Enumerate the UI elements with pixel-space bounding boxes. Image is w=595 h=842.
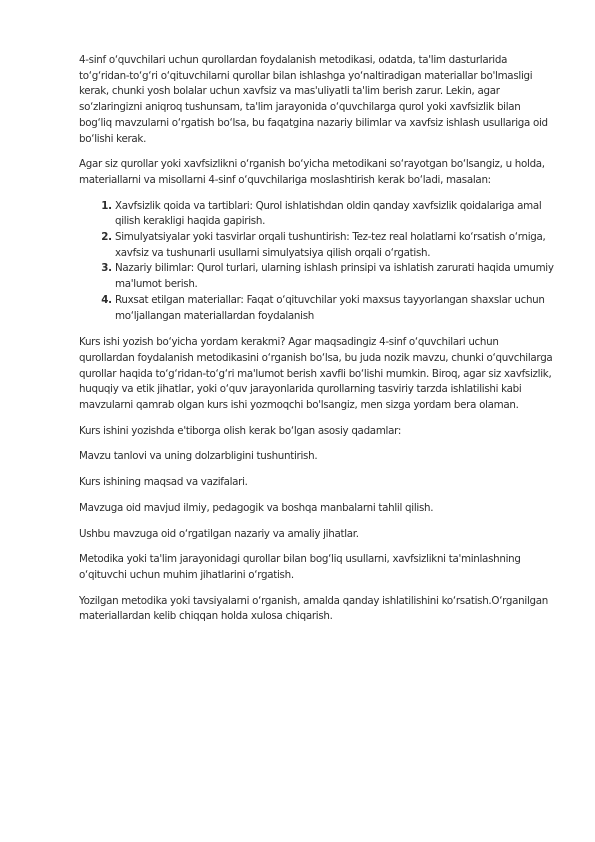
list-item: 1. Xavfsizlik qoida va tartiblari: Qurol ishlatishdan oldin qanday xavfsizlik qoidalariga amal qilish kerakligi haqida gapirish. <box>115 199 555 230</box>
list-item: 3. Nazariy bilimlar: Qurol turlari, ularning ishlash prinsipi va ishlatish zarurati haqida umumiy ma'lumot berish. <box>115 261 555 292</box>
document-body <box>79 53 555 635</box>
paragraph-intro: 4-sinf o‘quvchilari uchun qurollardan foydalanish metodikasi, odatda, ta'lim dasturlarida to‘g‘ridan-to‘g‘ri o‘qituvchilarni qurollar bilan ishlashga yo‘naltiradigan materiallar bo'lmasligi kerak, chunki yosh bolalar uchun xavfsiz va mas'uliyatli ta'lim berish zarur. Lekin, agar so‘zlaringizni aniqroq tushunsam, ta'lim jarayonida o‘quvchilarga qurol yoki xavfsizlik bilan bog‘liq mavzularni o‘rgatish bo‘lsa, bu faqatgina nazariy bilimlar va xavfsiz ishlash usullariga oid bo‘lishi kerak. <box>79 54 548 145</box>
paragraph-step-topic: Mavzu tanlovi va uning dolzarbligini tushuntirish. <box>79 450 318 463</box>
methods-list <box>79 199 555 325</box>
paragraph-method-request: Agar siz qurollar yoki xavfsizlikni o‘rganish bo‘yicha metodikani so‘rayotgan bo‘lsangiz, u holda, materiallarni va misollarni 4-sinf o‘quvchilariga moslashtirish kerak bo‘ladi, masalan: <box>79 158 545 186</box>
paragraph-step-theory: Ushbu mavzuga oid o‘rgatilgan nazariy va amaliy jihatlar. <box>79 527 359 540</box>
paragraph-step-goals: Kurs ishining maqsad va vazifalari. <box>79 476 248 489</box>
paragraph-step-sources: Mavzuga oid mavjud ilmiy, pedagogik va boshqa manbalarni tahlil qilish. <box>79 501 434 514</box>
list-item: 4. Ruxsat etilgan materiallar: Faqat o‘qituvchilar yoki maxsus tayyorlangan shaxslar uchun mo‘ljallangan materiallardan foydalanish <box>115 293 555 324</box>
paragraph-coursework-help: Kurs ishi yozish bo‘yicha yordam kerakmi? Agar maqsadingiz 4-sinf o‘quvchilari uchun qurollardan foydalanish metodikasini o‘rganish bo‘lsa, bu juda nozik mavzu, chunki o‘quvchilarga qurollar haqida to‘g‘ridan-to‘g‘ri ma'lumot berish xavfli bo‘lishi mumkin. Biroq, agar siz xavfsizlik, huquqiy va etik jihatlar, yoki o‘quv jarayonlarida qurollarning tasviriy tarzda ishlatilishi kabi mavzularni qamrab olgan kurs ishi yozmoqchi bo'lsangiz, men sizga yordam bera olaman. <box>79 336 553 412</box>
list-item: 2. Simulyatsiyalar yoki tasvirlar orqali tushuntirish: Tez-tez real holatlarni ko‘rsatish o‘rniga, xavfsiz va tushunarli usullarni simulyatsiya qilish orqali o‘rgatish. <box>115 230 555 261</box>
paragraph-steps-heading: Kurs ishini yozishda e'tiborga olish kerak bo‘lgan asosiy qadamlar: <box>79 424 402 437</box>
paragraph-step-methodology: Metodika yoki ta'lim jarayonidagi qurollar bilan bog‘liq usullarni, xavfsizlikni ta'minlashning o‘qituvchi uchun muhim jihatlarini o‘rgatish. <box>79 553 521 581</box>
paragraph-step-conclusion: Yozilgan metodika yoki tavsiyalarni o‘rganish, amalda qanday ishlatilishini ko‘rsatish.O‘rganilgan materiallardan kelib chiqqan holda xulosa chiqarish. <box>79 594 548 623</box>
